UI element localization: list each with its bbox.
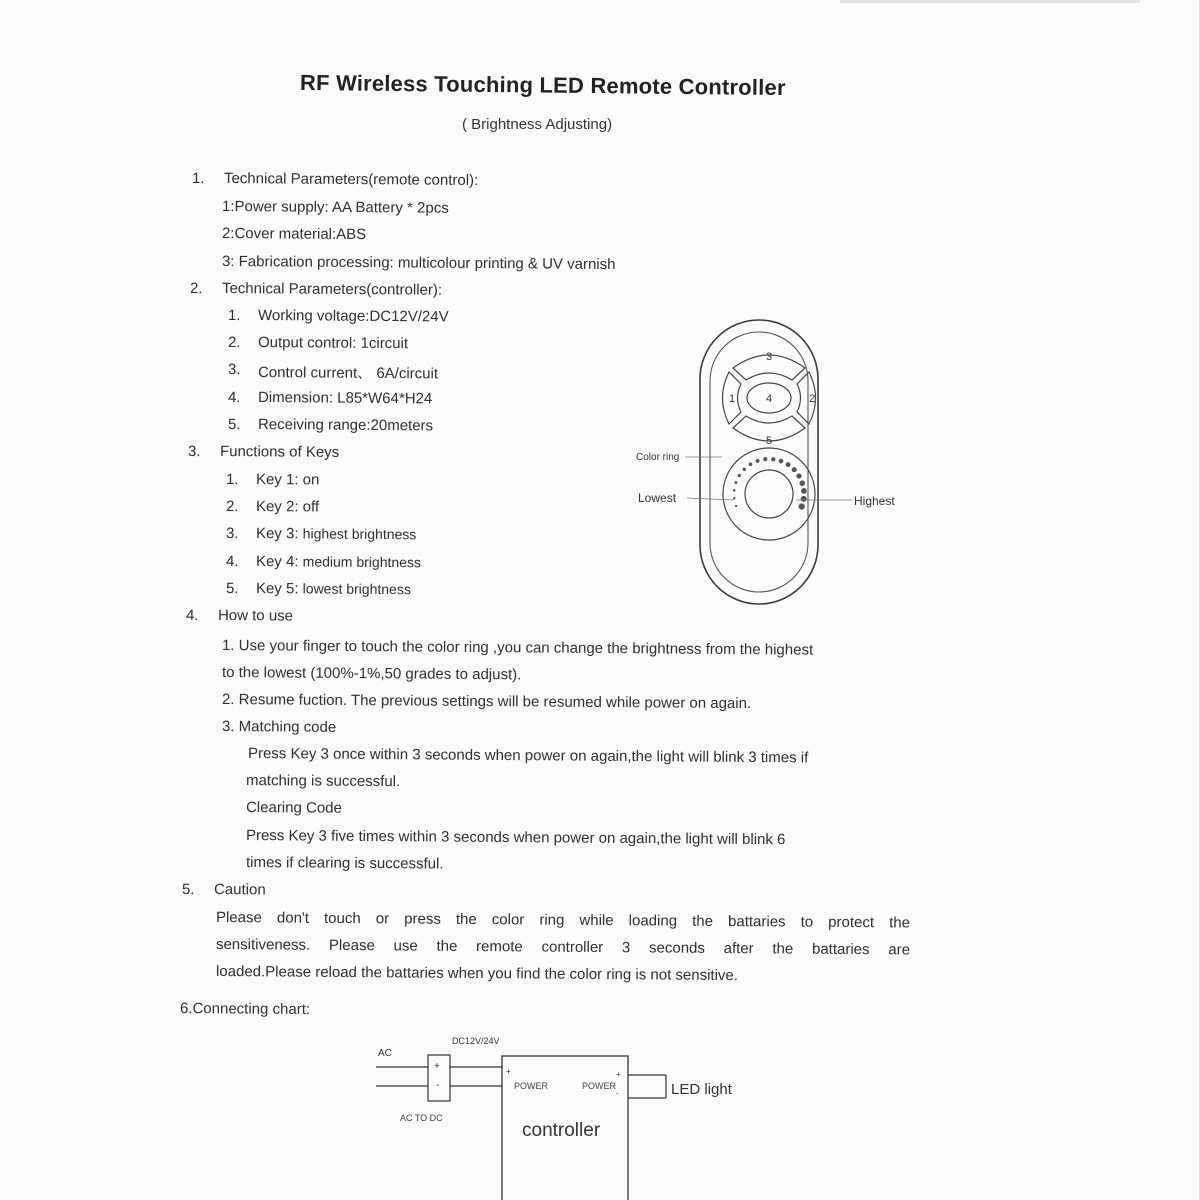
ring-dot <box>738 474 741 477</box>
s2-item-1-text: Working voltage:DC12V/24V <box>257 307 449 326</box>
section-4-number: 4. <box>185 607 199 625</box>
s4-para-2: 2. Resume fuction. The previous settings will be resumed while power on again. <box>221 691 752 713</box>
controller-label: controller <box>522 1120 601 1141</box>
s1-item-2: 2:Cover material:ABS <box>221 225 367 244</box>
ring-dot <box>733 497 735 499</box>
section-2-heading: Technical Parameters(controller): <box>221 280 443 299</box>
s3-item-2-key: Key 2: <box>255 498 299 516</box>
s2-item-4-number: 4. <box>227 389 241 407</box>
ring-dot <box>735 505 737 507</box>
s3-item-2-number: 2. <box>225 498 239 516</box>
key-5-label: 5 <box>765 435 773 447</box>
s3-item-3-key: Key 3: <box>255 525 299 543</box>
s3-item-4-key: Key 4: <box>255 553 299 571</box>
s3-item-5-key: Key 5: <box>255 580 299 598</box>
s4-para-3-line-2: matching is successful. <box>245 772 401 791</box>
s3-item-4-number: 4. <box>225 553 239 571</box>
ring-dot <box>734 481 737 484</box>
s3-item-4-desc: medium brightness <box>302 553 422 571</box>
color-ring-inner <box>745 470 793 518</box>
color-ring-outer <box>723 448 815 540</box>
s2-item-1-number: 1. <box>227 307 241 325</box>
s4-para-3-heading: 3. Matching code <box>221 718 337 736</box>
power-in-plus: + <box>506 1067 511 1076</box>
highest-label: Highest <box>854 494 895 508</box>
remote-illustration <box>630 318 920 608</box>
lowest-label: Lowest <box>638 491 677 505</box>
key-1-label: 1 <box>728 393 736 405</box>
scan-mark <box>840 0 1140 3</box>
s3-item-2-desc: off <box>302 498 320 516</box>
section-2-number: 2. <box>189 280 203 298</box>
s3-item-2 <box>256 498 319 515</box>
ring-dot <box>733 489 736 492</box>
ring-dots <box>733 457 807 510</box>
s5-line-2 <box>216 936 910 958</box>
s2-item-2-number: 2. <box>227 334 241 352</box>
s3-item-3 <box>256 525 416 543</box>
power-out-minus: - <box>616 1089 619 1098</box>
s3-item-5 <box>256 580 411 598</box>
ring-dot <box>779 459 784 464</box>
section-6-heading: 6.Connecting chart: <box>179 1000 311 1019</box>
section-3-number: 3. <box>187 443 201 461</box>
page-title: RF Wireless Touching LED Remote Controller <box>299 70 786 101</box>
s2-item-4-text: Dimension: L85*W64*H24 <box>257 389 433 408</box>
section-1-heading: Technical Parameters(remote control): <box>223 170 479 189</box>
ac-label: AC <box>378 1048 392 1059</box>
converter-plus: + <box>434 1061 440 1072</box>
ring-dot <box>792 467 797 472</box>
s2-item-3-number: 3. <box>227 361 241 379</box>
s5-line-1-text: Please don't touch or press the color ring while loading the battaries to protect the <box>215 909 911 932</box>
converter-minus: - <box>436 1080 440 1091</box>
s4-para-4-line-2: times if clearing is successful. <box>245 854 444 873</box>
color-ring-group <box>723 448 815 540</box>
ring-dot <box>796 473 801 478</box>
dc-voltage-label: DC12V/24V <box>452 1036 500 1046</box>
s3-item-1-number: 1. <box>225 471 239 489</box>
section-5-number: 5. <box>181 881 195 899</box>
s2-item-5-text: Receiving range:20meters <box>257 416 434 435</box>
s3-item-1-desc: on <box>302 471 320 489</box>
color-ring-label: Color ring <box>636 452 680 463</box>
section-3-heading: Functions of Keys <box>219 443 340 461</box>
s4-para-4-line-1: Press Key 3 five times within 3 seconds when power on again,the light will blink 6 <box>245 827 786 849</box>
page-subtitle: ( Brightness Adjusting) <box>462 116 613 133</box>
ring-dot <box>786 462 791 467</box>
ring-dot <box>800 480 806 486</box>
s4-para-1-line-2: to the lowest (100%-1%,50 grades to adjust). <box>221 664 522 684</box>
ring-dot <box>801 496 807 502</box>
s1-item-3: 3: Fabrication processing: multicolour printing & UV varnish <box>221 253 616 274</box>
s3-item-4 <box>256 553 421 571</box>
ring-dot <box>749 462 753 466</box>
led-light-label: LED light <box>671 1081 732 1098</box>
ring-dot <box>799 503 805 509</box>
power-out-plus: + <box>616 1070 621 1079</box>
s4-para-4-heading: Clearing Code <box>245 799 342 817</box>
power-out-label: POWER <box>582 1081 617 1091</box>
converter-label: AC TO DC <box>400 1113 443 1123</box>
s3-item-3-desc: highest brightness <box>302 525 417 543</box>
key-3-label: 3 <box>765 351 773 363</box>
s2-item-5-number: 5. <box>227 416 241 434</box>
key-4-label: 4 <box>765 393 773 405</box>
ring-dot <box>756 459 760 463</box>
s2-item-3-text: Control current、 6A/circuit <box>257 364 439 383</box>
s3-item-5-number: 5. <box>225 580 239 598</box>
s2-item-2-text: Output control: 1circuit <box>257 334 409 353</box>
ring-dot <box>743 468 746 471</box>
s3-item-1 <box>256 471 320 488</box>
s5-line-2-text: sensitiveness. Please use the remote controller 3 seconds after the battaries are <box>215 936 911 959</box>
s3-item-5-desc: lowest brightness <box>302 580 411 598</box>
s1-item-1: 1:Power supply: AA Battery * 2pcs <box>221 198 449 217</box>
s5-line-1 <box>216 909 910 931</box>
s4-para-3-line-1: Press Key 3 once within 3 seconds when power on again,the light will blink 3 times if <box>247 745 809 767</box>
keypad <box>723 351 816 447</box>
power-in-label: POWER <box>514 1081 549 1091</box>
s5-line-3: loaded.Please reload the battaries when you find the color ring is not sensitive. <box>215 963 739 985</box>
ring-dot <box>771 457 775 461</box>
connecting-chart <box>370 1028 750 1200</box>
s3-item-1-key: Key 1: <box>255 471 299 489</box>
key-2-label: 2 <box>808 393 816 405</box>
ring-dot <box>801 488 807 494</box>
section-4-heading: How to use <box>217 607 294 625</box>
s4-para-1-line-1: 1. Use your finger to touch the color ring ,you can change the brightness from the highest <box>221 637 814 659</box>
ring-dot <box>763 457 767 461</box>
s3-item-3-number: 3. <box>225 525 239 543</box>
section-1-number: 1. <box>191 170 205 188</box>
section-5-heading: Caution <box>213 881 266 899</box>
